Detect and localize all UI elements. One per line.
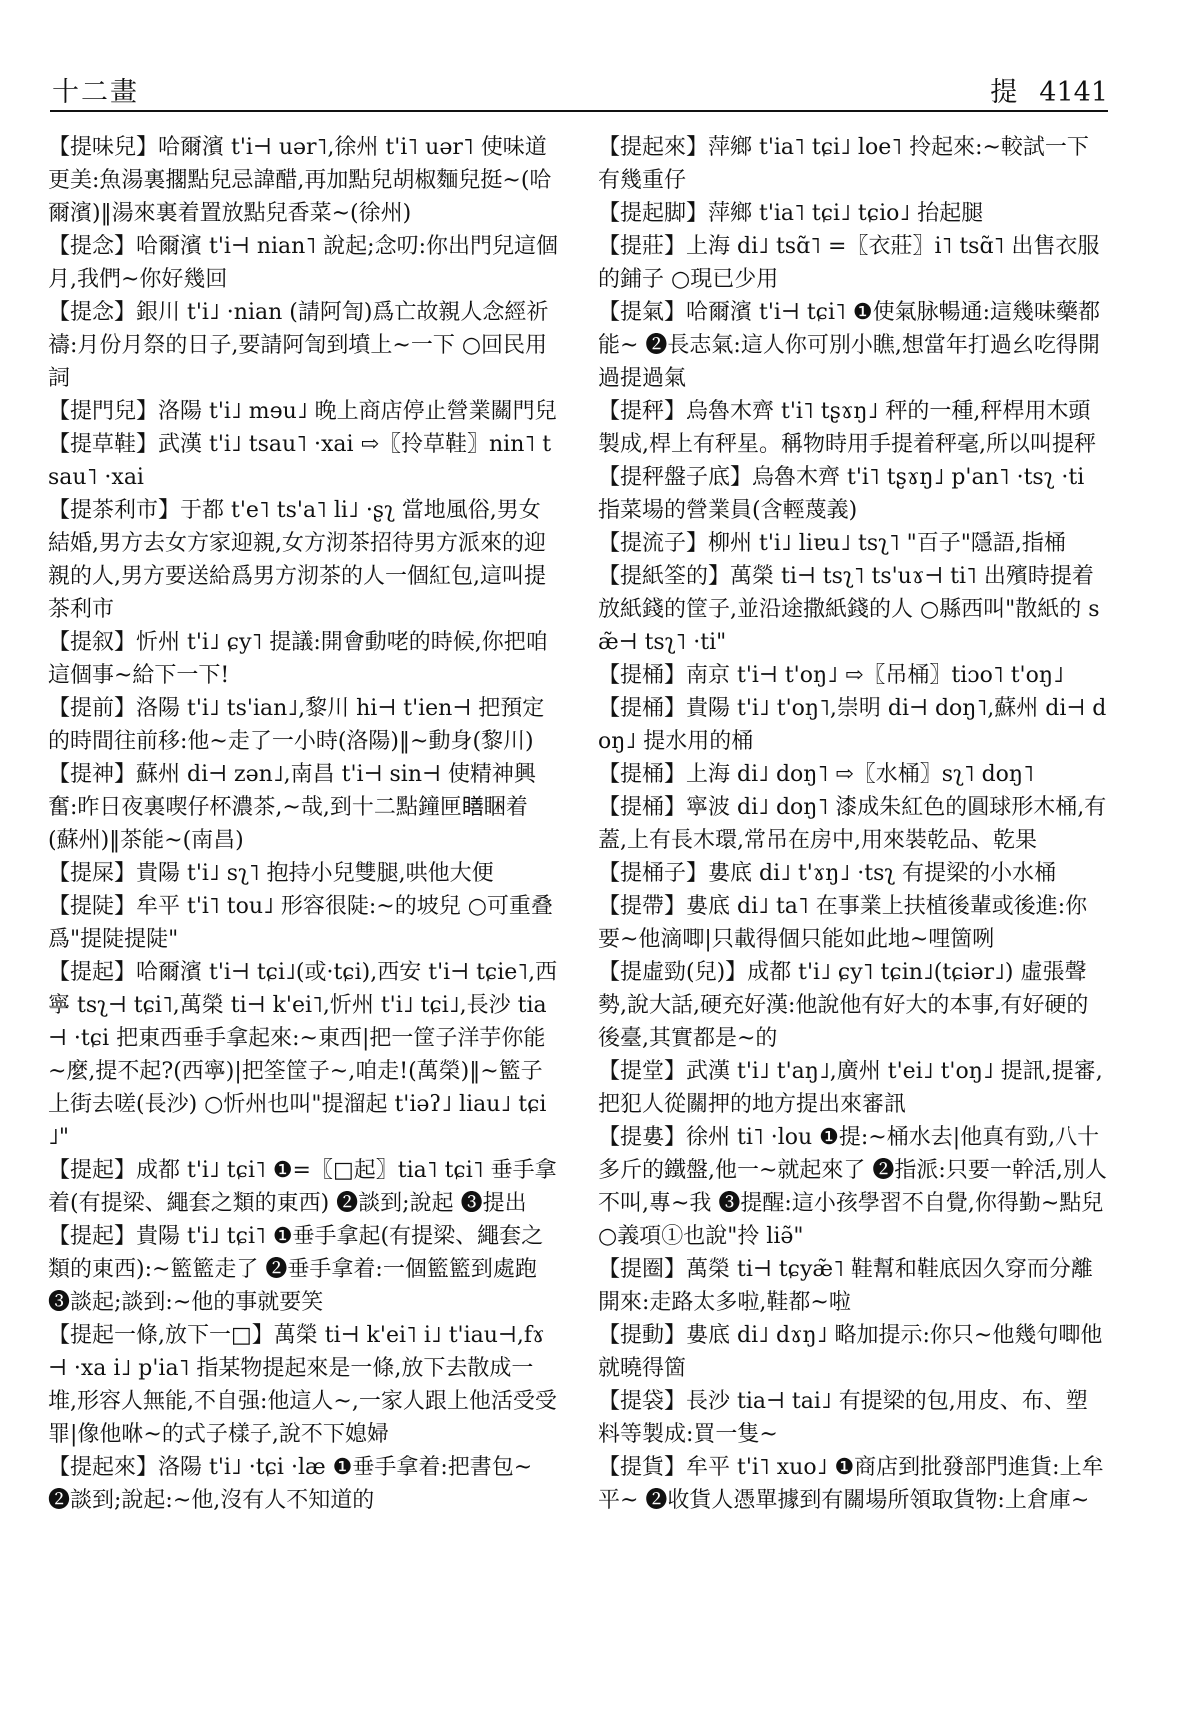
dictionary-entry [48, 1154, 558, 1220]
entry-headword: 【提起】 [48, 1158, 137, 1183]
entry-definition: 洛陽 t'i˩ mɘu˩ 晚上商店停止營業關門兒 [158, 399, 557, 424]
dictionary-entry [598, 461, 1108, 527]
dictionary-entry [48, 395, 558, 428]
dictionary-entry [598, 1121, 1108, 1253]
dictionary-entry [598, 956, 1108, 1055]
page-header-right [990, 70, 1108, 109]
entry-headword: 【提桶】 [598, 696, 687, 721]
entry-definition: 于都 t'e˥ ts'a˥ li˩ ·ʂʅ 當地風俗,男女結婚,男方去女方家迎親,女方沏茶招待男方派來的迎親的人,男方要送給爲男方沏茶的人一個紅包,這叫提茶利市 [48, 498, 546, 622]
entry-headword: 【提門兒】 [48, 399, 159, 424]
entry-definition: 銀川 t'i˩ ·nian (請阿訇)爲亡故親人念經祈禱:月份月祭的日子,要請阿訇到墳上~一下 ○回民用詞 [48, 300, 549, 391]
entry-headword: 【提動】 [598, 1323, 687, 1348]
entry-definition: 萬榮 ti⊣ k'ei˥ i˩ t'iau⊣,fɤ⊣ ·xa i˩ p'ia˥ 指某物提起來是一條,放下去散成一堆,形容人無能,不自强:他這人~,一家人跟上他活受受罪|像他咻~的式子樣子,說不下媳婦 [48, 1323, 557, 1447]
entry-headword: 【提神】 [48, 762, 137, 787]
entry-definition: 蘇州 di⊣ zən˩,南昌 t'i⊣ sin⊣ 使精神興奮:昨日夜裏喫仔杯濃茶,~哉,到十二點鐘匣𥊳睏着(蘇州)‖茶能~(南昌) [48, 762, 536, 853]
entry-headword: 【提念】 [48, 234, 137, 259]
entry-definition: 婁底 di˩ t'ɤŋ˩ ·tsʅ 有提梁的小水桶 [708, 861, 1057, 886]
entry-definition: 牟平 t'i˥ xuo˩ ❶商店到批發部門進貨:上牟平~ ❷收貨人憑單據到有關場所領取貨物:上倉庫~ [598, 1455, 1104, 1513]
entry-definition: 長沙 tia⊣ tai˩ 有提梁的包,用皮、布、塑料等製成:買一隻~ [598, 1389, 1088, 1447]
entry-definition: 成都 t'i˩ tɕi˥ ❶=〖□起〗tia˥ tɕi˥ 垂手拿着(有提梁、繩套之類的東西) ❷談到;說起 ❸提出 [48, 1158, 557, 1216]
entry-headword: 【提圈】 [598, 1257, 687, 1282]
entry-headword: 【提氣】 [598, 300, 687, 325]
dictionary-entry [48, 296, 558, 395]
entry-definition: 上海 di˩ tsɑ̃˥ =〖衣莊〗i˥ tsɑ̃˥ 出售衣服的鋪子 ○現已少用 [598, 234, 1100, 292]
dictionary-entry [598, 527, 1108, 560]
entry-headword: 【提草鞋】 [48, 432, 159, 457]
dictionary-entry [598, 1451, 1108, 1517]
entry-headword: 【提堂】 [598, 1059, 687, 1084]
dictionary-entry [598, 230, 1108, 296]
entry-definition: 哈爾濱 t'i⊣ nian˥ 說起;念叨:你出門兒這個月,我們~你好幾回 [48, 234, 559, 292]
header-rule [50, 110, 1108, 112]
dictionary-entry [48, 692, 558, 758]
dictionary-entry [598, 692, 1108, 758]
entry-definition: 婁底 di˩ ta˥ 在事業上扶植後輩或後進:你要~他滴唧|只載得個只能如此地~哩箇咧 [598, 894, 1088, 952]
dictionary-entry [48, 428, 558, 494]
entry-headword: 【提桶子】 [598, 861, 709, 886]
entry-headword: 【提起來】 [48, 1455, 159, 1480]
entry-headword: 【提起】 [48, 1224, 137, 1249]
entry-definition: 南京 t'i⊣ t'oŋ˩ ⇨〖吊桶〗tiɔo˥ t'oŋ˩ [686, 663, 1064, 688]
entry-headword: 【提念】 [48, 300, 137, 325]
dictionary-entry [598, 560, 1108, 659]
entry-definition: 牟平 t'i˥ tou˩ 形容很陡:~的坡兒 ○可重叠爲"提陡提陡" [48, 894, 553, 952]
entry-headword: 【提秤盤子底】 [598, 465, 753, 490]
entry-definition: 萍鄉 t'ia˥ tɕi˩ tɕio˩ 抬起腿 [708, 201, 984, 226]
dictionary-entry [598, 857, 1108, 890]
entry-headword: 【提起來】 [598, 135, 709, 160]
entry-definition: 忻州 t'i˩ ɕy˥ 提議:開會動咾的時候,你把咱這個事~給下一下! [48, 630, 548, 688]
entry-headword: 【提陡】 [48, 894, 137, 919]
entry-definition: 貴陽 t'i˩ sʅ˥ 抱持小兒雙腿,哄他大便 [136, 861, 494, 886]
header-character: 提 [990, 77, 1018, 108]
dictionary-entry [598, 1319, 1108, 1385]
dictionary-entry [48, 230, 558, 296]
dictionary-entry [48, 626, 558, 692]
entry-definition: 貴陽 t'i˩ t'oŋ˥,崇明 di⊣ doŋ˥,蘇州 di⊣ doŋ˩ 提水用的桶 [598, 696, 1107, 754]
dictionary-entry [48, 758, 558, 857]
entry-headword: 【提桶】 [598, 762, 687, 787]
entry-definition: 洛陽 t'i˩ ·tɕi ·læ ❶垂手拿着:把書包~ ❷談到;說起:~他,沒有人不知道的 [48, 1455, 533, 1513]
entry-definition: 哈爾濱 t'i⊣ tɕi˩(或·tɕi),西安 t'i⊣ tɕie˥,西寧 tsʅ⊣ tɕi˥,萬榮 ti⊣ k'ei˥,忻州 t'i˩ tɕi˩,長沙 tia⊣ ·tɕi 把東西垂手拿起來:~東西|把一筐子洋芋你能~麼,提不起?(西寧)|把筌筐子~,咱走!(萬榮)‖~籃子上街去嗟(長沙) ○忻州也叫"提溜起 t'iəʔ˩ liau˩ tɕi˩" [48, 960, 558, 1150]
dictionary-entry [48, 1220, 558, 1319]
entry-definition: 烏魯木齊 t'i˥ tʂɤŋ˩ 秤的一種,秤桿用木頭製成,桿上有秤星。稱物時用手提着秤毫,所以叫提秤 [598, 399, 1096, 457]
section-title: 十二畫 [52, 77, 139, 108]
entry-headword: 【提婁】 [598, 1125, 687, 1150]
right-column [598, 131, 1108, 1517]
dictionary-entry [598, 791, 1108, 857]
dictionary-entry [48, 857, 558, 890]
entry-headword: 【提起】 [48, 960, 137, 985]
entry-definition: 武漢 t'i˩ tsau˥ ·xai ⇨〖拎草鞋〗nin˥ tsau˥ ·xai [48, 432, 552, 490]
entry-definition: 成都 t'i˩ ɕy˥ tɕin˩(tɕiər˩) 虛張聲勢,說大話,硬充好漢:他說他有好大的本事,有好硬的後臺,其實都是~的 [598, 960, 1089, 1051]
entry-definition: 婁底 di˩ dɤŋ˩ 略加提示:你只~他幾句唧他就曉得箇 [598, 1323, 1103, 1381]
entry-headword: 【提帶】 [598, 894, 687, 919]
entry-definition: 武漢 t'i˩ t'aŋ˩,廣州 t'ei˩ t'oŋ˩ 提訊,提審,把犯人從關押的地方提出來審訊 [598, 1059, 1103, 1117]
dictionary-entry [48, 1451, 558, 1517]
entry-headword: 【提前】 [48, 696, 137, 721]
entry-headword: 【提叙】 [48, 630, 137, 655]
page-number: 4141 [1039, 77, 1108, 108]
dictionary-entry [598, 131, 1108, 197]
entry-headword: 【提虛勁(兒)】 [598, 960, 748, 985]
entry-headword: 【提味兒】 [48, 135, 159, 160]
entry-definition: 柳州 t'i˩ liɐu˩ tsʅ˥ "百子"隱語,指桶 [708, 531, 1066, 556]
dictionary-entry [598, 197, 1108, 230]
dictionary-entry [48, 1319, 558, 1451]
dictionary-entry [598, 1253, 1108, 1319]
entry-headword: 【提起一條,放下一□】 [48, 1323, 274, 1348]
dictionary-entry [598, 1385, 1108, 1451]
entry-definition: 寧波 di˩ doŋ˥ 漆成朱紅色的圓球形木桶,有蓋,上有長木環,常吊在房中,用來裝乾品、乾果 [598, 795, 1107, 853]
entry-headword: 【提秤】 [598, 399, 687, 424]
entry-headword: 【提起脚】 [598, 201, 709, 226]
entry-headword: 【提流子】 [598, 531, 709, 556]
dictionary-entry [598, 758, 1108, 791]
left-column [48, 131, 558, 1517]
dictionary-entry [48, 890, 558, 956]
entry-definition: 烏魯木齊 t'i˥ tʂɤŋ˩ p'an˥ ·tsʅ ·ti 指菜場的營業員(含輕蔑義) [598, 465, 1085, 523]
dictionary-entry [598, 890, 1108, 956]
entry-definition: 徐州 ti˥ ·lou ❶提:~桶水去|他真有勁,八十多斤的鐵盤,他一~就起來了 ❷指派:只要一幹活,別人不叫,專~我 ❸提醒:這小孩學習不自覺,你得勤~點兒 ○義項①也說"拎 liə̃" [598, 1125, 1107, 1249]
entry-definition: 萍鄉 t'ia˥ tɕi˩ loe˥ 拎起來:~較試一下有幾重仔 [598, 135, 1089, 193]
entry-definition: 洛陽 t'i˩ ts'ian˩,黎川 hi⊣ t'ien⊣ 把預定的時間往前移:他~走了一小時(洛陽)‖~動身(黎川) [48, 696, 545, 754]
entry-headword: 【提貨】 [598, 1455, 687, 1480]
entry-definition: 貴陽 t'i˩ tɕi˥ ❶垂手拿起(有提梁、繩套之類的東西):~籃籃走了 ❷垂手拿着:一個籃籃到處跑 ❸談起;談到:~他的事就要笑 [48, 1224, 544, 1315]
dictionary-entry [48, 494, 558, 626]
dictionary-entry [598, 659, 1108, 692]
entry-headword: 【提茶利市】 [48, 498, 181, 523]
entry-headword: 【提紙筌的】 [598, 564, 731, 589]
entry-headword: 【提莊】 [598, 234, 687, 259]
entry-definition: 萬榮 ti⊣ tɕyæ̃˥ 鞋幫和鞋底因久穿而分離開來:走路太多啦,鞋都~啦 [598, 1257, 1093, 1315]
entry-definition: 萬榮 ti⊣ tsʅ˥ ts'uɤ⊣ ti˥ 出殯時提着放紙錢的筐子,並沿途撒紙錢的人 ○縣西叫"散紙的 sæ̃⊣ tsʅ˥ ·ti" [598, 564, 1100, 655]
entry-headword: 【提桶】 [598, 795, 687, 820]
entry-headword: 【提桶】 [598, 663, 687, 688]
dictionary-entry [598, 1055, 1108, 1121]
entry-definition: 上海 di˩ doŋ˥ ⇨〖水桶〗sʅ˥ doŋ˥ [686, 762, 1034, 787]
dictionary-entry [48, 131, 558, 230]
dictionary-entry [598, 395, 1108, 461]
dictionary-entry [48, 956, 558, 1154]
entry-headword: 【提袋】 [598, 1389, 687, 1414]
entry-headword: 【提屎】 [48, 861, 137, 886]
entry-definition: 哈爾濱 t'i⊣ tɕi˥ ❶使氣脉暢通:這幾味藥都能~ ❷長志氣:這人你可別小瞧,想當年打過幺吃得開過提過氣 [598, 300, 1101, 391]
dictionary-entry [598, 296, 1108, 395]
entry-definition: 哈爾濱 t'i⊣ uər˥,徐州 t'i˥ uər˥ 使味道更美:魚湯裏擱點兒忌諱醋,再加點兒胡椒麵兒挺~(哈爾濱)‖湯來裏着置放點兒香菜~(徐州) [48, 135, 552, 226]
